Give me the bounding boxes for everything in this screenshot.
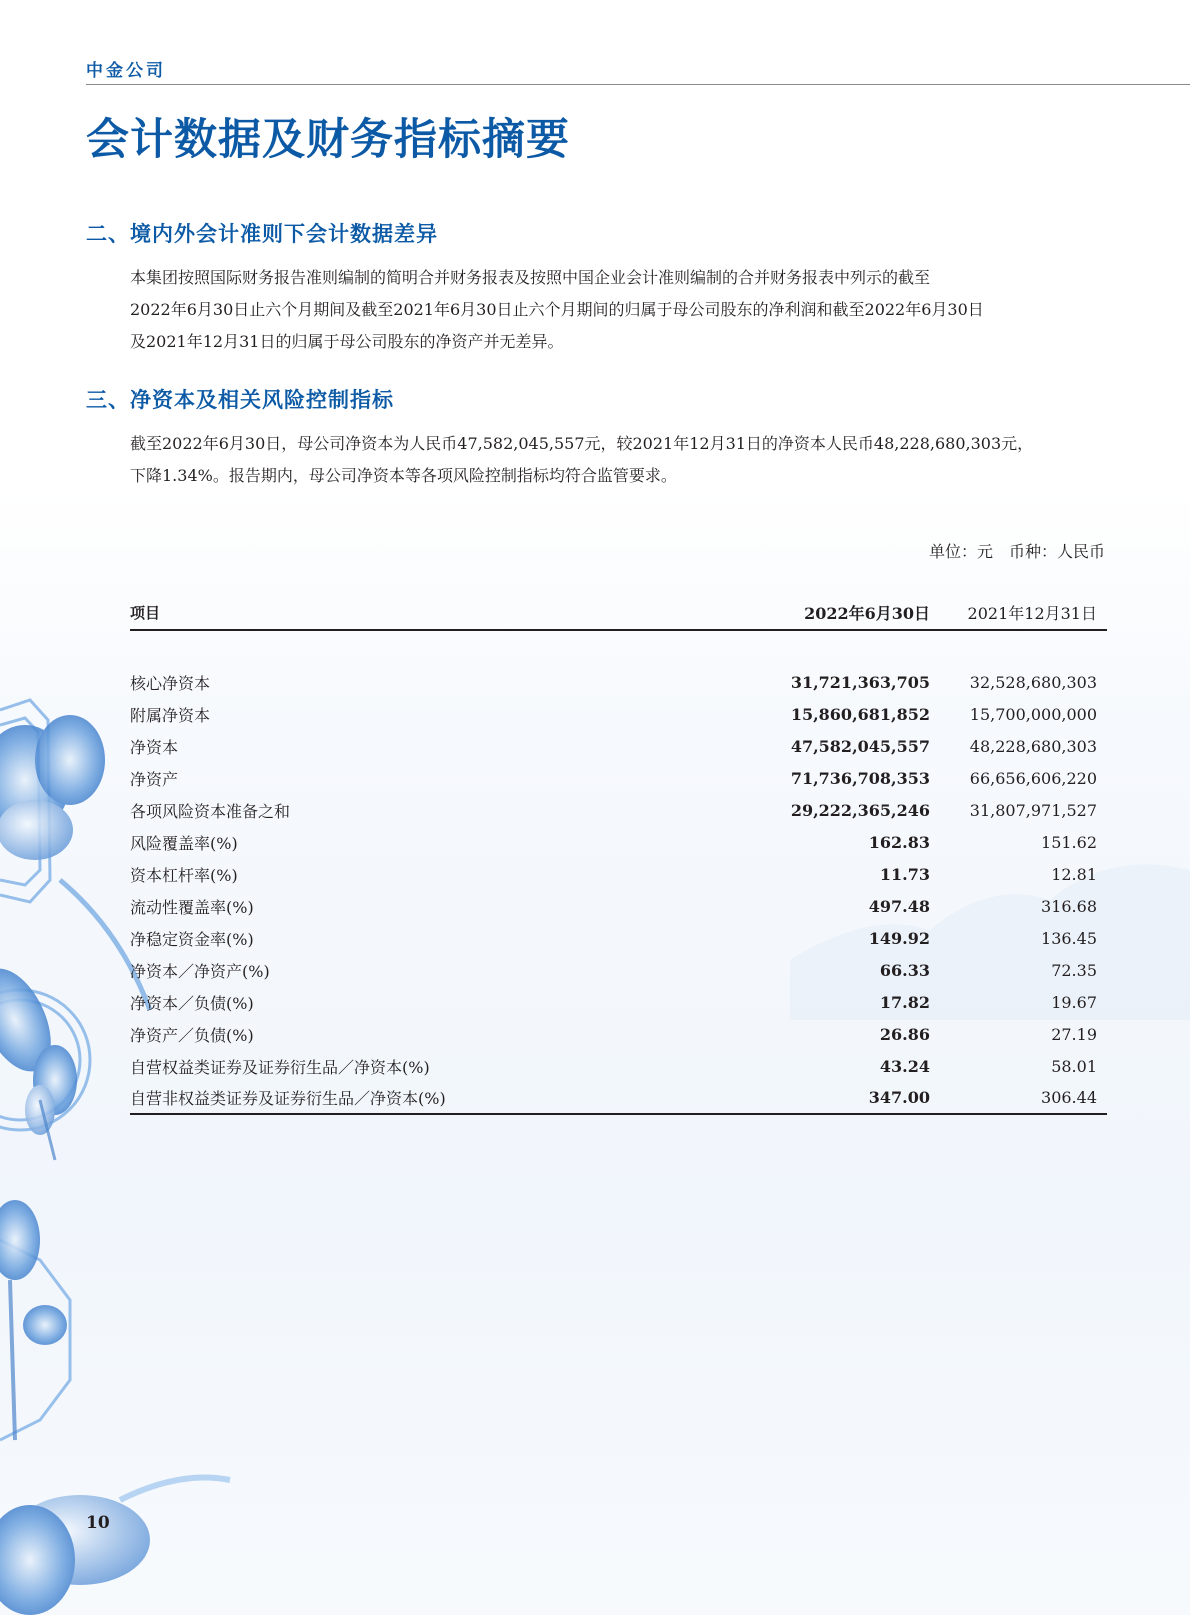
header-current-period: 2022年6月30日 — [770, 596, 940, 630]
page-title: 会计数据及财务指标摘要 — [86, 115, 570, 165]
row-item-label: 资本杠杆率(%) — [130, 865, 238, 885]
row-item-label: 各项风险资本准备之和 — [130, 801, 291, 821]
header-item: 项目 — [130, 596, 770, 630]
table-row — [130, 762, 1107, 794]
row-item-label: 核心净资本 — [130, 673, 211, 693]
row-current-value: 497.48 — [868, 896, 930, 916]
row-item-label: 净资本／负债(%) — [130, 993, 254, 1013]
row-item-label: 净资本／净资产(%) — [130, 961, 270, 981]
row-previous-value: 31,807,971,527 — [969, 800, 1097, 820]
row-current-value: 11.73 — [879, 864, 930, 884]
row-previous-value: 32,528,680,303 — [969, 672, 1097, 692]
section-heading-accounting-differences: 二、境内外会计准则下会计数据差异 — [86, 222, 438, 246]
row-previous-value: 316.68 — [1041, 896, 1097, 916]
row-item-label: 自营权益类证券及证券衍生品／净资本(%) — [130, 1057, 430, 1077]
row-item-label: 附属净资本 — [130, 705, 211, 725]
table-row — [130, 890, 1107, 922]
paragraph-line: 及2021年12月31日的归属于母公司股东的净资产并无差异。 — [130, 332, 564, 351]
table-row — [130, 666, 1107, 698]
net-capital-table — [130, 596, 1107, 1115]
row-current-value: 31,721,363,705 — [790, 672, 930, 692]
table-row — [130, 1082, 1107, 1114]
header-previous-period: 2021年12月31日 — [940, 596, 1107, 630]
row-item-label: 净稳定资金率(%) — [130, 929, 254, 949]
row-current-value: 26.86 — [879, 1024, 930, 1044]
row-current-value: 17.82 — [879, 992, 930, 1012]
row-item-label: 净资本 — [130, 737, 179, 757]
row-current-value: 15,860,681,852 — [790, 704, 930, 724]
paragraph-line: 2022年6月30日止六个月期间及截至2021年6月30日止六个月期间的归属于母公司股东的净利润和截至2022年6月30日 — [130, 300, 984, 319]
table-spacer — [130, 630, 1107, 666]
header-rule — [86, 84, 1190, 85]
table-row — [130, 1050, 1107, 1082]
table-row — [130, 730, 1107, 762]
paragraph-line: 截至2022年6月30日，母公司净资本为人民币47,582,045,557元，较2021年12月31日的净资本人民币48,228,680,303元， — [130, 434, 1034, 453]
table-row — [130, 698, 1107, 730]
row-item-label: 风险覆盖率(%) — [130, 833, 238, 853]
table-row — [130, 858, 1107, 890]
row-item-label: 净资产 — [130, 769, 179, 789]
row-current-value: 66.33 — [879, 960, 930, 980]
row-item-label: 净资产／负债(%) — [130, 1025, 254, 1045]
paragraph-line: 本集团按照国际财务报告准则编制的简明合并财务报表及按照中国企业会计准则编制的合并财务报表中列示的截至 — [130, 268, 931, 287]
section-paragraph-net-capital — [130, 428, 1108, 492]
row-previous-value: 151.62 — [1041, 832, 1097, 852]
row-current-value: 43.24 — [879, 1056, 930, 1076]
row-previous-value: 58.01 — [1051, 1056, 1097, 1076]
row-previous-value: 66,656,606,220 — [969, 768, 1097, 788]
row-item-label: 流动性覆盖率(%) — [130, 897, 254, 917]
section-paragraph-accounting-differences — [130, 262, 1108, 358]
table-row — [130, 794, 1107, 826]
row-current-value: 29,222,365,246 — [790, 800, 930, 820]
table-row — [130, 922, 1107, 954]
row-current-value: 162.83 — [868, 832, 930, 852]
row-item-label: 自营非权益类证券及证券衍生品／净资本(%) — [130, 1082, 770, 1114]
row-current-value: 47,582,045,557 — [790, 736, 930, 756]
company-name: 中金公司 — [86, 61, 166, 81]
row-current-value: 347.00 — [770, 1082, 940, 1114]
row-previous-value: 72.35 — [1051, 960, 1097, 980]
row-previous-value: 19.67 — [1051, 992, 1097, 1012]
row-previous-value: 48,228,680,303 — [969, 736, 1097, 756]
table-row — [130, 1018, 1107, 1050]
table-header-row — [130, 596, 1107, 630]
table-row — [130, 826, 1107, 858]
row-current-value: 149.92 — [868, 928, 930, 948]
page-number: 10 — [86, 1513, 110, 1533]
table-row — [130, 986, 1107, 1018]
row-previous-value: 306.44 — [940, 1082, 1107, 1114]
row-current-value: 71,736,708,353 — [790, 768, 930, 788]
paragraph-line: 下降1.34%。报告期内，母公司净资本等各项风险控制指标均符合监管要求。 — [130, 466, 677, 485]
row-previous-value: 12.81 — [1051, 864, 1097, 884]
unit-note: 单位：元 币种：人民币 — [928, 542, 1105, 561]
section-heading-net-capital: 三、净资本及相关风险控制指标 — [86, 388, 394, 412]
row-previous-value: 136.45 — [1041, 928, 1097, 948]
row-previous-value: 27.19 — [1051, 1024, 1097, 1044]
table-row — [130, 954, 1107, 986]
row-previous-value: 15,700,000,000 — [969, 704, 1097, 724]
